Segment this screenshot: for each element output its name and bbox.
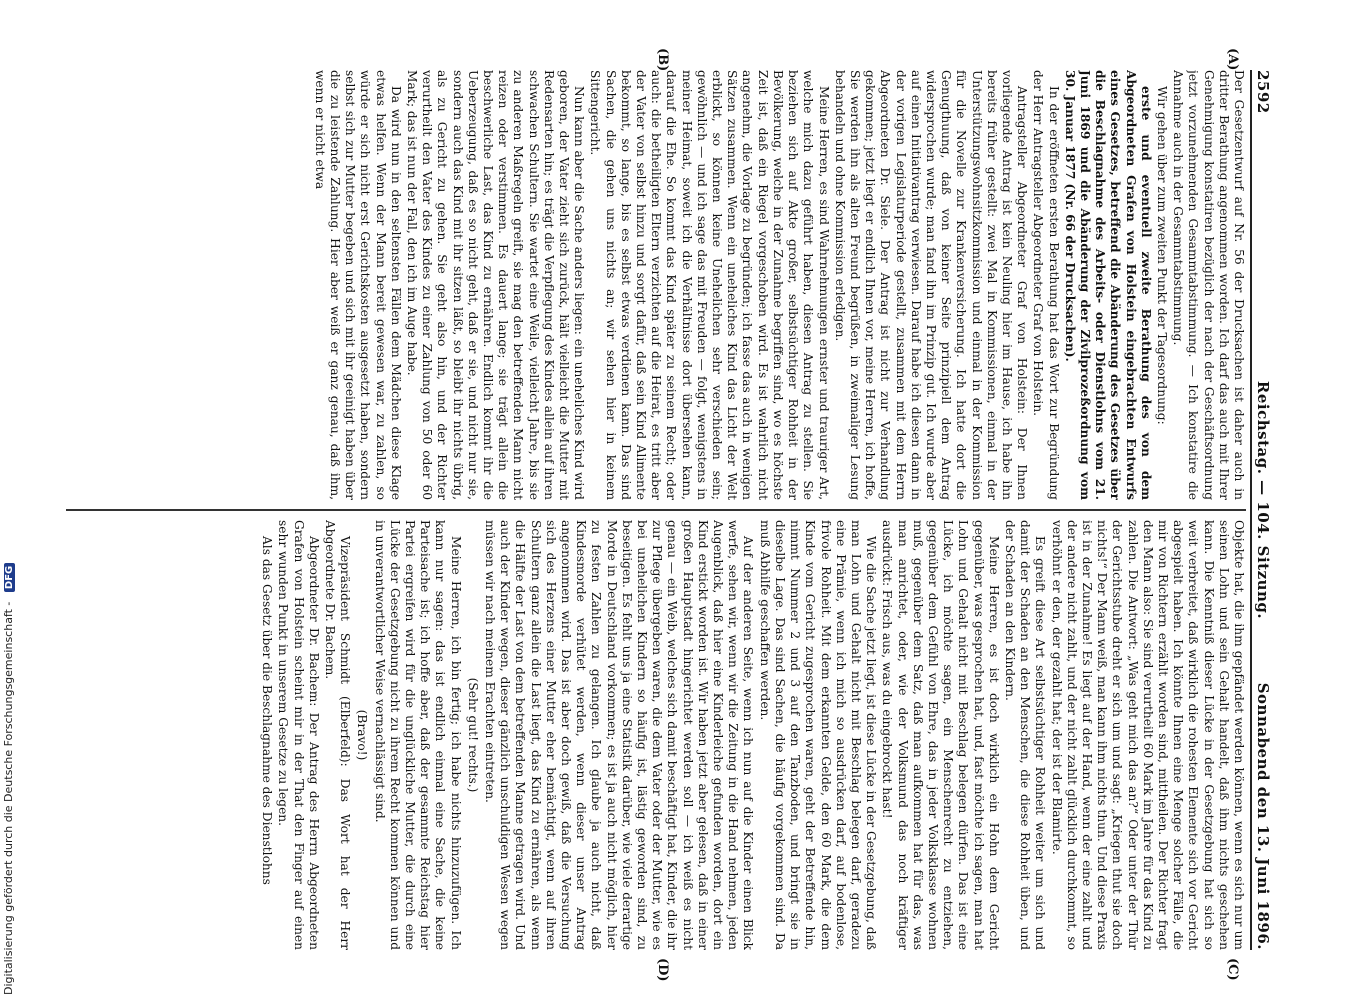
paragraph: Der Gesetzentwurf auf Nr. 56 der Drucksachen ist daher auch in dritter Berathung angenommen worden. Ich darf das auch mit Ihrer Genehmigung konstatiren bezüglich der nach der Geschäftsordnung jetzt vorzunehmenden Gesammtabstimmung. — Ich konstatire die Annahme auch in der Gesammtabstimmung. [1171,70,1246,500]
running-header [1250,70,1272,950]
paragraph: Vizepräsident Schmidt (Elberfeld): Das Wort hat der Herr Abgeordnete Dr. Bachem. [323,520,353,950]
dfg-logo-icon: DFG [4,563,15,592]
paragraph: Wir gehen über zum zweiten Punkt der Tagesordnung: [1154,86,1169,425]
paragraph: Abgeordneter Dr. Bachem: Der Antrag des Herrn Abgeordneten Grafen von Holstein scheint mir in der That den Finger auf einen sehr wunden Punkt in unserem Gesetze zu legen. [276,520,321,950]
margin-marker-b: (B) [655,48,670,72]
paragraph: In der eröffneten ersten Berathung hat das Wort zur Begründung der Herr Antragsteller Abgeordneter Graf von Holstein. [1031,70,1061,500]
margin-marker-d: (D) [655,958,670,982]
paragraph: Meine Herren, ich bin fertig; ich habe nichts hinzuzufügen. Ich kann nur sagen: das ist endlich einmal eine Sache, die keine Parteisache ist; ich hoffe aber, daß der gesammte Reichstag hier Partei ergreifen wird für die unglückliche Mutter, die durch eine Lücke der Gesetzgebung nicht zu ihrem Recht kommen können und in unverantwortlicher Weise vernachlässigt sind. [372,520,463,950]
paragraph: Meine Herren, es sind Wahrnehmungen ernster und trauriger Art, welche mich dazu geführt haben, diesen Antrag zu stellen. Sie beziehen sich auf Akte großer, selbstsüchtiger Rohheit in der Bevölkerung, welche in der Zunahme begriffen sind, wo es höchste Zeit ist, daß ein Riegel vorgeschoben wird. Es ist wahrlich nicht angenehm, die Vorlage zu begründen; ich fasse das auch in wenigen Sätzen zusammen. Wenn ein uneheliches Kind das Licht der Welt erblickt, so können keine Unehelichen sehr verschieden sein; gewöhnlich — und ich sage das mit Freuden — folgt, wenigstens in meiner Heimat, soweit ich die Verhältnisse dort übersehen kann, darauf die Ehe. So kommt das Kind später zu seinem Recht; oder auch: die betheiligten Eltern verzichten auf die Heirat, es tritt aber der Vater von selbst hinzu und sorgt dafür, daß sein Kind Alimente bekommt, so lange, bis es selbst etwas verdienen kann. Das sind Sachen, die gehen uns nichts an; wir sehen hier in keinem Sittengericht. [588,70,831,500]
paragraph: Antragsteller Abgeordneter Graf von Holstein: Der Ihnen vorliegende Antrag ist kein Neuling hier im Hause, ich habe ihn bereits früher gestellt: zwei Mal in Kommissionen, einmal in der Unterstützungswohnsitzkommission und einmal in der Kommission für die Novelle zur Krankenversicherung. Ich hatte dort die Genugthuung, daß von keiner Seite prinzipiell dem Antrag widersprochen wurde; man fand ihn im Prinzip gut. Ich wurde aber auf einen Initiativantrag verwiesen. Darauf habe ich diesen dann in der vorigen Legislaturperiode gestellt, zusammen mit dem Herrn Abgeordneten Dr. Siele. Der Antrag ist nicht zur Verhandlung gekommen; jetzt liegt er endlich Ihnen vor, meine Herren, ich hoffe, Sie werden ihn als alten Freund begrüßen, in zweimaliger Lesung behandeln und ohne Kommission erledigen. [832,70,1030,500]
interjection: (Sehr gut! rechts.) [465,677,480,793]
margin-marker-a: (A) [1225,48,1240,71]
credit-text: Digitalisierung gefördert durch die Deutsche Forschungsgemeinschaft - [2,601,15,995]
paragraph: Wie die Sache jetzt liegt, ist diese Lücke in der Gesetzgebung, daß man Lohn und Gehalt nicht mit Beschlag belegen darf, geradezu eine Prämie, wenn ich mich so ausdrücken darf, auf bodenlose, frivole Rohheit. Mit dem erkannten Gelde, den 60 Mark, die dem Kinde vom Gericht zugesprochen waren, geht der Betreffende hin, nimmt Nummer 2 und 3 auf den Tanzboden, und bringt sie in dieselbe Lage. Das sind Sachen, die häufig vorgekommen sind. Da muß Abhilfe geschaffen werden. [757,520,879,950]
left-column [56,70,1246,500]
paragraph: Meine Herren, es ist doch wirklich ein Hohn dem Gericht gegenüber, was gesprochen hat, und, fast möchte ich sagen, man hat Lohn und Gehalt nicht mit Beschlag belegen dürfen. Das ist eine Lücke, ich möchte sagen, ein Menschenrecht zu entziehen, gegenüber dem Gefühl von Ehre, das in jeder Volksklasse wohnen muß, gegenüber dem Satz, daß man aufkommen hat für das, was man anrichtet, oder, wie der Volksmund das noch kräftiger ausdrückt: Frisch aus, was du eingebrockt hast! [880,520,1001,950]
session-date: Sonnabend den 13. Juni 1896. [1254,682,1272,950]
margin-marker-c: (C) [1225,958,1240,981]
right-column [56,520,1246,950]
paragraph: Es greift diese Art selbstsüchtiger Rohheit weiter um sich und damit der Schaden an den Menschen, die diese Rohheit üben, und der Schaden an den Kindern. [1002,520,1048,950]
agenda-item: erste und eventuell zweite Berathung des von dem Abgeordneten Grafen von Holstein eingebrachten Entwurfs eines Gesetzes, betreffend die Abänderung des Gesetzes über die Beschlagnahme des Arbeits- oder Dienstlohns vom 21. Juni 1869 und die Abänderung der Zivilprozeßordnung vom 30. Januar 1877 (Nr. 66 der Drucksachen). [1062,70,1153,500]
paragraph: Da wird nun in den seltensten Fällen dem Mädchen diese Klage etwas helfen. Wenn der Mann bereit gewesen war, zu zahlen, so würde er sich nicht erst Gerichtskosten ausgesetzt haben, sondern selbst sich zur Mutter begeben und sich mit ihr geeinigt haben über die zu leistende Zahlung. Hier aber weiß er ganz genau, daß ihm, wenn er nicht etwa [312,70,403,500]
page-number: 2592 [1254,70,1272,114]
paragraph: Objekte hat, die ihm gepfändet werden können, wenn es sich nur um seinen Lohn und sein Gehalt handelt, daß ihm nichts geschehen kann. Die Kenntniß dieser Lücke in der Gesetzgebung hat sich so weit verbreitet, daß wirklich die rohesten Elemente sich vor Gericht abgespielt haben. Ich könnte Ihnen eine Menge solcher Fälle, die mir von Richtern erzählt worden sind, mittheilen. Der Richter fragt den Mann also: Sie sind verurtheilt 60 Mark im Jahre für das Kind zu zahlen. Die Antwort: „Was geht mich das an?“ Oder unter der Thür der Gerichtsstube dreht er sich um und sagt: „Kriegen thut sie doch nichts!“ Der Mann weiß, man kann ihm nichts thun. Und diese Praxis ist in der Zunahme! Es liegt auf der Hand, wenn der eine zahlt und der andere nicht zahlt, und der nicht zahlt glücklich durchkommt, so verhöhnt er den, der gezahlt hat; der ist der Blamirte. [1049,520,1246,950]
paragraph: Nun kann aber die Sache anders liegen: ein uneheliches Kind wird geboren, der Vater zieht sich zurück, hält vielleicht die Mutter mit Redensarten hin; es trägt die Verpflegung des Kindes allein auf ihren schwachen Schultern. Sie wartet eine Weile, vielleicht Jahre, bis sie zu anderen Maßregeln greift, sie mag den betreffenden Mann nicht reizen oder verstimmen. Es dauert lange; sie trägt allein die beschwerliche Last, das Kind zu ernähren. Endlich kommt ihr die Ueberzeugung, daß es so nicht geht, daß er sie, und nicht nur sie, sondern auch das Kind mit ihr sitzen läßt, so bleibt ihr nichts übrig, als zu Gericht zu gehen. Sie geht also hin, und der Richter verurtheilt den Vater des Kindes zu einer Zahlung von 50 oder 60 Mark; das ist nun der Fall, den ich im Auge habe. [405,70,587,500]
running-head: Reichstag. — 104. Sitzung. [1254,380,1272,620]
paragraph: Auf der anderen Seite, wenn ich nun auf die Kinder einen Blick werfe, sehen wir, wenn wir die Zeitung in die Hand nehmen, jeden Augenblick, daß hier eine Kinderleiche gefunden worden, dort ein Kind erstickt worden ist. Wir haben jetzt aber gelesen, daß in einer großen Hauptstadt hingerichtet werden soll — ich weiß es nicht genau — ein Weib, welches sich damit beschäftigt hat, Kinder, die ihr zur Pflege übergeben waren, die dem Vater oder der Mutter, wie es bei unehelichen Kindern so häufig ist, lästig geworden sind, zu beseitigen. Es fehlt uns ja eine Statistik darüber, wie viele derartige Morde in Deutschland vorkommen; es ist ja auch nicht möglich, hier zu festen Zahlen zu gelangen. Ich glaube ja auch nicht, daß Kindesmorde verhütet werden, wenn dieser unser Antrag angenommen wird. Das ist aber doch gewiß, daß die Versuchung sich des Herzens einer Mutter eher bemächtigt, wenn auf ihren Schultern ganz allein die Last liegt, das Kind zu ernähren, als wenn die Hälfte der Last von dem betreffenden Manne getragen wird. Und auch der Kinder wegen, dieser gänzlich unschuldigen Wesen wegen müssen wir nach meinem Erachten eintreten. [483,520,756,950]
column-divider [66,509,1246,511]
digitization-credit [2,0,18,995]
interjection: (Bravo!) [355,709,370,761]
paragraph: Als das Gesetz über die Beschlagnahme des Dienstlohns [260,536,275,885]
